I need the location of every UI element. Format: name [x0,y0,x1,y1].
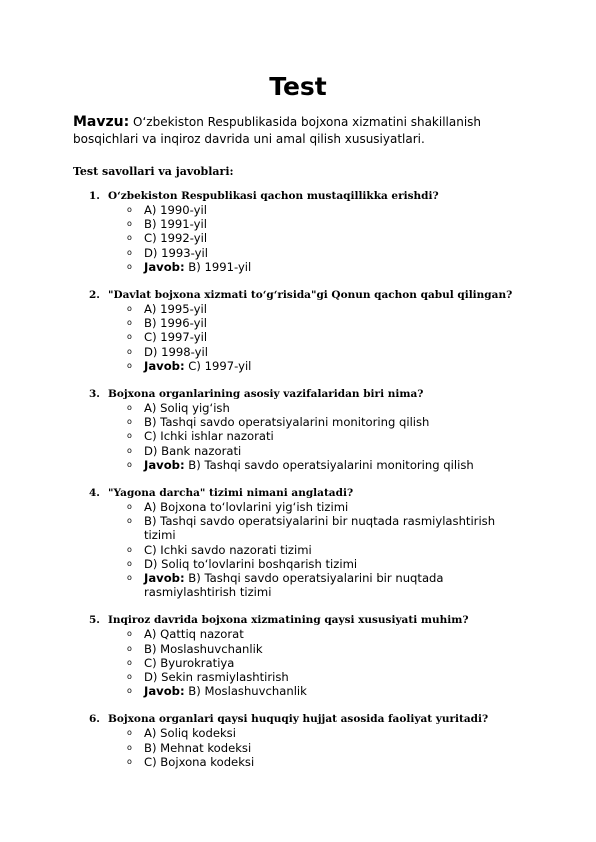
option-text: B) 1996-yil [144,316,207,331]
option-item [0,203,596,217]
answer-item [0,260,596,274]
question-title [0,486,596,500]
question-text: O‘zbekiston Respublikasi qachon mustaqillikka erishdi? [108,190,439,202]
option-item [0,401,596,415]
question-text: "Yagona darcha" tizimi nimani anglatadi? [108,487,354,500]
question-number: 4. [89,487,100,500]
question-item [0,288,596,373]
topic-text: O‘zbekiston Respublikasida bojxona xizmatini shakillanish bosqichlari va inqiroz davrida uni amal qilish xususiyatlari. [73,115,482,146]
option-item [0,500,596,514]
topic-paragraph [73,114,513,148]
answer-text: C) 1997-yil [188,358,252,373]
option-text: A) 1990-yil [144,203,207,217]
bullet-icon: o [127,459,132,469]
question-title [0,189,596,203]
question-number: 1. [89,190,100,202]
option-text: C) Ichki savdo nazorati tizimi [144,542,312,557]
bullet-icon: o [127,742,132,752]
option-item [0,217,596,231]
option-item [0,642,596,656]
question-number: 6. [89,713,100,726]
option-text: B) Tashqi savdo operatsiyalarini monitoring qilish [144,415,430,430]
option-list [0,401,596,472]
answer-label: Javob: [144,684,185,699]
bullet-icon: o [127,261,132,271]
option-item [0,543,596,557]
option-list [0,726,596,769]
bullet-icon: o [127,502,132,512]
option-text: A) Bojxona to‘lovlarini yig‘ish tizimi [144,500,349,515]
bullet-icon: o [127,544,132,554]
question-text: Bojxona organlari qaysi huquqiy hujjat asosida faoliyat yuritadi? [108,713,489,726]
question-number: 3. [89,388,100,401]
bullet-icon: o [127,558,132,568]
bullet-icon: o [127,417,132,427]
question-list [0,189,596,783]
option-item [0,444,596,458]
option-text: D) 1993-yil [144,245,208,260]
question-item [0,486,596,599]
bullet-icon: o [127,332,132,342]
option-text: C) Ichki ishlar nazorati [144,429,274,444]
option-text: D) Sekin rasmiylashtirish [144,670,289,685]
option-item [0,670,596,684]
option-text: C) Bojxona kodeksi [144,754,255,769]
option-list [0,627,596,698]
bullet-icon: o [127,233,132,243]
option-item [0,316,596,330]
bullet-icon: o [127,573,132,583]
question-number: 5. [89,614,100,627]
answer-label: Javob: [144,358,185,373]
bullet-icon: o [127,304,132,314]
option-text: B) Moslashuvchanlik [144,641,263,656]
question-text: Inqiroz davrida bojxona xizmatining qaysi xususiyati muhim? [108,614,469,627]
section-heading: Test savollari va javoblari: [73,165,234,178]
option-item [0,415,596,429]
question-title [0,712,596,726]
answer-item [0,684,596,698]
option-text: D) Soliq to‘lovlarini boshqarish tizimi [144,556,358,571]
option-item [0,741,596,755]
option-item [0,726,596,740]
bullet-icon: o [127,219,132,229]
question-title [0,613,596,627]
bullet-icon: o [127,318,132,328]
question-item [0,387,596,472]
bullet-icon: o [127,247,132,257]
bullet-icon: o [127,686,132,696]
option-item [0,755,596,769]
answer-text: B) Tashqi savdo operatsiyalarini monitoring qilish [188,457,474,472]
bullet-icon: o [127,346,132,356]
question-title [0,288,596,302]
option-text: C) 1997-yil [144,330,208,345]
topic-label: Mavzu: [73,114,130,130]
answer-label: Javob: [144,457,185,472]
answer-item [0,571,596,599]
bullet-icon: o [127,205,132,214]
answer-label: Javob: [144,259,185,274]
option-item [0,246,596,260]
option-text: A) Soliq kodeksi [144,726,236,741]
question-item [0,712,596,769]
question-text: Bojxona organlarining asosiy vazifalaridan biri nima? [108,388,424,401]
bullet-icon: o [127,672,132,682]
option-item [0,656,596,670]
option-text: A) Soliq yig‘ish [144,401,230,416]
bullet-icon: o [127,643,132,653]
option-text: A) Qattiq nazorat [144,627,244,642]
option-item [0,557,596,571]
bullet-icon: o [127,360,132,370]
answer-text: B) 1991-yil [188,259,252,274]
option-item [0,627,596,641]
option-item [0,330,596,344]
option-item [0,231,596,245]
option-item [0,345,596,359]
option-text: D) Bank nazorati [144,443,242,458]
bullet-icon: o [127,516,132,526]
page-title: Test [269,72,327,101]
answer-label: Javob: [144,571,185,586]
option-list [0,203,596,274]
bullet-icon: o [127,431,132,441]
bullet-icon: o [127,657,132,667]
option-list [0,500,596,599]
bullet-icon: o [127,629,132,639]
question-item [0,613,596,698]
bullet-icon: o [127,403,132,413]
option-text: B) Tashqi savdo operatsiyalarini bir nuqtada rasmiylashtirish tizimi [144,514,496,543]
answer-text: B) Moslashuvchanlik [188,684,307,699]
option-text: D) 1998-yil [144,344,208,359]
bullet-icon: o [127,445,132,455]
option-text: C) 1992-yil [144,231,208,246]
option-text: B) Mehnat kodeksi [144,740,252,755]
option-text: B) 1991-yil [144,217,207,232]
question-title [0,387,596,401]
option-item [0,514,596,542]
option-text: A) 1995-yil [144,302,207,317]
answer-item [0,359,596,373]
bullet-icon: o [127,756,132,766]
option-text: C) Byurokratiya [144,655,235,670]
option-item [0,302,596,316]
answer-item [0,458,596,472]
answer-text: B) Tashqi savdo operatsiyalarini bir nuqtada rasmiylashtirish tizimi [144,571,444,600]
option-list [0,302,596,373]
question-item [0,189,596,274]
question-text: "Davlat bojxona xizmati to‘g‘risida"gi Qonun qachon qabul qilingan? [108,289,513,302]
question-number: 2. [89,289,100,302]
bullet-icon: o [127,728,132,738]
option-item [0,429,596,443]
